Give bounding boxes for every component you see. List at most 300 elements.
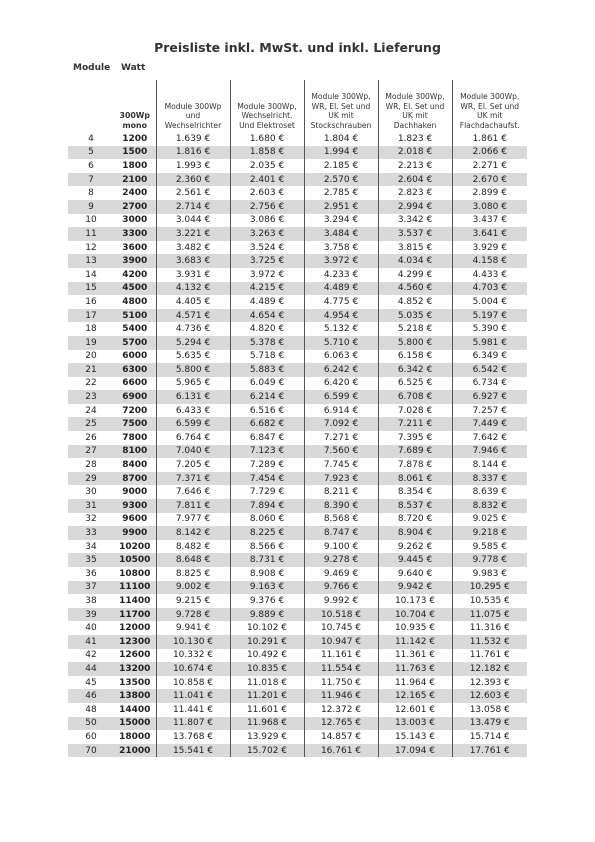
table-row (68, 594, 527, 608)
price-dachhaken-cell: 2.018 € (378, 146, 452, 160)
price-column-header-line: Module 300Wp, (311, 92, 371, 102)
price-wr-cell: 5.635 € (156, 350, 230, 364)
module-count-cell: 36 (85, 568, 97, 579)
price-stockschrauben-cell: 8.211 € (304, 485, 378, 499)
price-stockschrauben-cell: 6.242 € (304, 363, 378, 377)
watt-cell: 4500 (114, 282, 156, 296)
price-elektroset-cell: 7.894 € (230, 499, 304, 513)
price-elektroset-cell: 10.492 € (230, 649, 304, 663)
price-elektroset-cell: 6.847 € (230, 431, 304, 445)
price-elektroset-cell: 4.489 € (230, 295, 304, 309)
watt-cell: 7500 (114, 417, 156, 431)
price-column-header-line: Wechselricht. (241, 111, 293, 121)
watt-cell: 4200 (122, 269, 148, 280)
module-count-cell: 24 (85, 405, 97, 416)
price-stockschrauben-cell: 6.599 € (304, 390, 378, 404)
price-wr-cell: 3.482 € (156, 241, 230, 255)
price-flachdach-cell: 2.271 € (452, 159, 527, 173)
price-column-header (230, 80, 304, 132)
price-flachdach-cell: 11.316 € (452, 621, 527, 635)
table-row (68, 472, 527, 486)
module-count-cell: 4 (88, 133, 94, 144)
watt-cell: 11400 (119, 595, 151, 606)
module-count-cell: 9 (68, 200, 114, 214)
table-row (68, 146, 527, 160)
price-elektroset-cell: 7.289 € (230, 458, 304, 472)
price-flachdach-cell: 2.066 € (452, 146, 527, 160)
price-dachhaken-cell: 8.537 € (378, 499, 452, 513)
price-wr-cell: 5.800 € (156, 363, 230, 377)
watt-cell: 3900 (114, 254, 156, 268)
price-wr-cell: 1.816 € (156, 146, 230, 160)
price-wr-cell: 1.639 € (156, 132, 230, 146)
price-dachhaken-cell: 7.689 € (378, 445, 452, 459)
table-row (68, 132, 527, 146)
price-elektroset-cell: 10.291 € (230, 635, 304, 649)
table-row (68, 730, 527, 744)
price-wr-cell: 9.002 € (156, 581, 230, 595)
price-elektroset-cell: 13.929 € (230, 730, 304, 744)
module-count-cell: 27 (68, 445, 114, 459)
price-flachdach-cell: 9.778 € (452, 553, 527, 567)
watt-cell: 12600 (119, 650, 151, 661)
table-row (68, 282, 527, 296)
price-elektroset-cell: 5.718 € (230, 350, 304, 364)
watt-cell: 2100 (114, 173, 156, 187)
price-stockschrauben-cell: 14.857 € (304, 730, 378, 744)
price-flachdach-cell: 2.670 € (452, 173, 527, 187)
price-elektroset-cell: 7.729 € (230, 485, 304, 499)
price-wr-cell: 9.941 € (156, 621, 230, 635)
table-row (68, 689, 527, 703)
watt-subheader-line: 300Wp (119, 111, 150, 121)
module-count-cell: 18 (85, 324, 97, 335)
watt-subheader (114, 80, 156, 132)
price-wr-cell: 4.736 € (156, 322, 230, 336)
price-elektroset-cell: 2.603 € (230, 186, 304, 200)
watt-cell: 5700 (114, 336, 156, 350)
table-row (68, 214, 527, 228)
watt-cell: 7800 (122, 432, 148, 443)
table-row (68, 363, 527, 377)
price-column-header-line: Und Elektroset (239, 120, 295, 130)
price-dachhaken-cell: 12.165 € (378, 689, 452, 703)
price-dachhaken-cell: 10.173 € (378, 594, 452, 608)
price-column-header-line: Dachhaken (393, 120, 437, 130)
price-elektroset-cell: 9.889 € (230, 608, 304, 622)
price-stockschrauben-cell: 3.758 € (304, 241, 378, 255)
module-count-cell: 25 (68, 417, 114, 431)
table-row (68, 200, 527, 214)
price-flachdach-cell: 4.433 € (452, 268, 527, 282)
price-flachdach-cell: 3.080 € (452, 200, 527, 214)
watt-cell: 21000 (114, 744, 156, 758)
price-wr-cell: 4.132 € (156, 282, 230, 296)
price-dachhaken-cell: 4.560 € (378, 282, 452, 296)
module-count-cell: 48 (85, 704, 97, 715)
module-count-cell: 30 (85, 487, 97, 498)
price-flachdach-cell: 6.927 € (452, 390, 527, 404)
table-row (68, 377, 527, 391)
price-wr-cell: 8.142 € (156, 526, 230, 540)
price-stockschrauben-cell: 2.185 € (304, 159, 378, 173)
price-column-header-line: UK mit (477, 111, 503, 121)
price-wr-cell: 8.482 € (156, 540, 230, 554)
watt-subheader-line: mono (122, 120, 147, 130)
price-flachdach-cell: 12.182 € (452, 662, 527, 676)
watt-cell: 2400 (122, 188, 148, 199)
price-elektroset-cell: 9.376 € (230, 594, 304, 608)
watt-cell: 6600 (122, 378, 148, 389)
module-count-cell: 22 (85, 378, 97, 389)
price-stockschrauben-cell: 7.560 € (304, 445, 378, 459)
price-column-header-line: WR, El. Set und (460, 101, 520, 111)
price-wr-cell: 9.215 € (156, 594, 230, 608)
price-elektroset-cell: 3.086 € (230, 214, 304, 228)
table-row (68, 717, 527, 731)
module-count-cell: 35 (68, 553, 114, 567)
price-flachdach-cell: 13.479 € (452, 717, 527, 731)
price-stockschrauben-cell: 9.469 € (304, 567, 378, 581)
price-dachhaken-cell: 3.342 € (378, 214, 452, 228)
price-dachhaken-cell: 8.061 € (378, 472, 452, 486)
price-flachdach-cell: 7.257 € (452, 404, 527, 418)
price-elektroset-cell: 11.018 € (230, 676, 304, 690)
module-count-cell: 40 (85, 623, 97, 634)
price-dachhaken-cell: 15.143 € (378, 730, 452, 744)
table-row (68, 309, 527, 323)
price-flachdach-cell: 9.218 € (452, 526, 527, 540)
price-stockschrauben-cell: 16.761 € (304, 744, 378, 758)
table-row (68, 445, 527, 459)
price-wr-cell: 3.044 € (156, 214, 230, 228)
price-stockschrauben-cell: 5.132 € (304, 322, 378, 336)
price-column-header (304, 80, 378, 132)
price-flachdach-cell: 3.437 € (452, 214, 527, 228)
price-flachdach-cell: 3.641 € (452, 227, 527, 241)
price-dachhaken-cell: 9.942 € (378, 581, 452, 595)
price-flachdach-cell: 9.025 € (452, 513, 527, 527)
price-stockschrauben-cell: 12.765 € (304, 717, 378, 731)
price-wr-cell: 2.360 € (156, 173, 230, 187)
table-row (68, 241, 527, 255)
watt-cell: 13200 (114, 662, 156, 676)
price-wr-cell: 3.221 € (156, 227, 230, 241)
watt-cell: 10500 (114, 553, 156, 567)
price-wr-cell: 7.371 € (156, 472, 230, 486)
watt-cell: 6000 (122, 351, 148, 362)
price-flachdach-cell: 8.832 € (452, 499, 527, 513)
module-count-cell: 42 (85, 650, 97, 661)
price-wr-cell: 8.648 € (156, 553, 230, 567)
watt-cell: 9300 (114, 499, 156, 513)
price-stockschrauben-cell: 11.161 € (304, 649, 378, 663)
price-dachhaken-cell: 9.640 € (378, 567, 452, 581)
price-wr-cell: 10.332 € (156, 649, 230, 663)
watt-cell: 11100 (114, 581, 156, 595)
price-flachdach-cell: 8.337 € (452, 472, 527, 486)
watt-cell: 12000 (119, 623, 151, 634)
price-wr-cell: 3.931 € (156, 268, 230, 282)
price-stockschrauben-cell: 10.745 € (304, 621, 378, 635)
price-elektroset-cell: 4.654 € (230, 309, 304, 323)
table-row (68, 186, 527, 200)
price-stockschrauben-cell: 8.568 € (304, 513, 378, 527)
table-row (68, 350, 527, 364)
price-wr-cell: 4.571 € (156, 309, 230, 323)
price-elektroset-cell: 3.725 € (230, 254, 304, 268)
price-flachdach-cell: 12.603 € (452, 689, 527, 703)
price-column-header (452, 80, 527, 132)
watt-cell: 4800 (122, 296, 148, 307)
price-stockschrauben-cell: 7.923 € (304, 472, 378, 486)
table-row (68, 431, 527, 445)
price-dachhaken-cell: 12.601 € (378, 703, 452, 717)
price-wr-cell: 7.646 € (156, 485, 230, 499)
watt-cell: 3000 (122, 215, 148, 226)
price-dachhaken-cell: 3.815 € (378, 241, 452, 255)
price-elektroset-cell: 11.201 € (230, 689, 304, 703)
price-column-header-line: Wechselrichter (164, 120, 222, 130)
price-wr-cell: 10.674 € (156, 662, 230, 676)
price-dachhaken-cell: 2.823 € (378, 186, 452, 200)
module-count-cell: 70 (68, 744, 114, 758)
price-dachhaken-cell: 7.878 € (378, 458, 452, 472)
price-wr-cell: 7.977 € (156, 513, 230, 527)
module-count-cell: 46 (68, 689, 114, 703)
price-elektroset-cell: 5.883 € (230, 363, 304, 377)
price-dachhaken-cell: 13.003 € (378, 717, 452, 731)
price-wr-cell: 2.714 € (156, 200, 230, 214)
price-wr-cell: 3.683 € (156, 254, 230, 268)
price-stockschrauben-cell: 1.994 € (304, 146, 378, 160)
module-count-cell: 44 (68, 662, 114, 676)
price-stockschrauben-cell: 4.489 € (304, 282, 378, 296)
price-dachhaken-cell: 8.720 € (378, 513, 452, 527)
module-count-cell: 26 (85, 432, 97, 443)
price-stockschrauben-cell: 9.992 € (304, 594, 378, 608)
price-flachdach-cell: 8.639 € (452, 485, 527, 499)
price-dachhaken-cell: 11.763 € (378, 662, 452, 676)
price-elektroset-cell: 2.035 € (230, 159, 304, 173)
module-count-cell: 16 (85, 296, 97, 307)
price-column-header-line: UK mit (328, 111, 354, 121)
table-row (68, 254, 527, 268)
price-dachhaken-cell: 8.904 € (378, 526, 452, 540)
price-wr-cell: 7.040 € (156, 445, 230, 459)
watt-cell: 10200 (119, 541, 151, 552)
price-wr-cell: 13.768 € (156, 730, 230, 744)
price-flachdach-cell: 5.981 € (452, 336, 527, 350)
price-wr-cell: 9.728 € (156, 608, 230, 622)
module-count-cell: 23 (68, 390, 114, 404)
price-elektroset-cell: 9.163 € (230, 581, 304, 595)
watt-cell: 2700 (114, 200, 156, 214)
table-row (68, 526, 527, 540)
price-flachdach-cell: 9.585 € (452, 540, 527, 554)
module-count-cell: 6 (88, 160, 94, 171)
price-wr-cell: 6.433 € (156, 404, 230, 418)
price-dachhaken-cell: 11.361 € (378, 649, 452, 663)
module-count-cell: 21 (68, 363, 114, 377)
watt-cell: 14400 (119, 704, 151, 715)
price-dachhaken-cell: 7.028 € (378, 404, 452, 418)
price-elektroset-cell: 6.214 € (230, 390, 304, 404)
price-stockschrauben-cell: 9.278 € (304, 553, 378, 567)
price-stockschrauben-cell: 11.946 € (304, 689, 378, 703)
table-row (68, 635, 527, 649)
price-column-header (156, 80, 230, 132)
price-stockschrauben-cell: 6.420 € (304, 377, 378, 391)
module-count-cell: 12 (85, 242, 97, 253)
watt-cell: 9000 (122, 487, 148, 498)
table-row (68, 581, 527, 595)
watt-column-header: Watt (121, 63, 146, 73)
price-elektroset-cell: 10.835 € (230, 662, 304, 676)
price-dachhaken-cell: 11.964 € (378, 676, 452, 690)
price-column-header-line: und (185, 111, 201, 121)
price-table-body (68, 132, 527, 757)
price-stockschrauben-cell: 4.954 € (304, 309, 378, 323)
price-elektroset-cell: 3.263 € (230, 227, 304, 241)
price-elektroset-cell: 15.702 € (230, 744, 304, 758)
price-stockschrauben-cell: 4.775 € (304, 295, 378, 309)
watt-cell: 8100 (114, 445, 156, 459)
price-wr-cell: 11.441 € (156, 703, 230, 717)
price-dachhaken-cell: 6.342 € (378, 363, 452, 377)
module-count-cell: 39 (68, 608, 114, 622)
watt-cell: 15000 (114, 717, 156, 731)
price-elektroset-cell: 11.601 € (230, 703, 304, 717)
table-row (68, 227, 527, 241)
table-row (68, 390, 527, 404)
price-stockschrauben-cell: 8.390 € (304, 499, 378, 513)
price-elektroset-cell: 8.908 € (230, 567, 304, 581)
watt-cell: 5400 (122, 324, 148, 335)
price-stockschrauben-cell: 6.914 € (304, 404, 378, 418)
table-row (68, 336, 527, 350)
price-flachdach-cell: 10.295 € (452, 581, 527, 595)
table-row (68, 662, 527, 676)
price-stockschrauben-cell: 4.233 € (304, 268, 378, 282)
price-flachdach-cell: 7.946 € (452, 445, 527, 459)
price-column-header-line: WR, El. Set und (311, 101, 371, 111)
price-dachhaken-cell: 7.211 € (378, 417, 452, 431)
price-elektroset-cell: 2.401 € (230, 173, 304, 187)
watt-cell: 6300 (114, 363, 156, 377)
price-dachhaken-cell: 17.094 € (378, 744, 452, 758)
price-column-header-line: WR, El. Set und (385, 101, 445, 111)
table-row (68, 513, 527, 527)
price-wr-cell: 7.205 € (156, 458, 230, 472)
price-dachhaken-cell: 10.704 € (378, 608, 452, 622)
price-dachhaken-cell: 8.354 € (378, 485, 452, 499)
price-elektroset-cell: 6.516 € (230, 404, 304, 418)
module-count-cell: 10 (85, 215, 97, 226)
module-count-cell: 20 (85, 351, 97, 362)
price-flachdach-cell: 7.642 € (452, 431, 527, 445)
price-dachhaken-cell: 4.299 € (378, 268, 452, 282)
price-flachdach-cell: 5.197 € (452, 309, 527, 323)
table-row (68, 567, 527, 581)
price-dachhaken-cell: 10.935 € (378, 621, 452, 635)
watt-cell: 8400 (122, 460, 148, 471)
price-dachhaken-cell: 11.142 € (378, 635, 452, 649)
price-stockschrauben-cell: 8.747 € (304, 526, 378, 540)
table-row (68, 417, 527, 431)
price-dachhaken-cell: 6.708 € (378, 390, 452, 404)
module-count-cell: 41 (68, 635, 114, 649)
price-dachhaken-cell: 5.035 € (378, 309, 452, 323)
module-count-cell: 32 (85, 514, 97, 525)
price-stockschrauben-cell: 1.804 € (304, 132, 378, 146)
price-flachdach-cell: 5.004 € (452, 295, 527, 309)
price-dachhaken-cell: 6.158 € (378, 350, 452, 364)
watt-cell: 7200 (122, 405, 148, 416)
watt-cell: 13800 (114, 689, 156, 703)
table-row (68, 295, 527, 309)
price-elektroset-cell: 3.524 € (230, 241, 304, 255)
watt-cell: 9900 (114, 526, 156, 540)
table-row (68, 621, 527, 635)
watt-cell: 13500 (119, 677, 151, 688)
price-dachhaken-cell: 9.262 € (378, 540, 452, 554)
price-elektroset-cell: 8.566 € (230, 540, 304, 554)
module-count-cell: 19 (68, 336, 114, 350)
price-elektroset-cell: 5.378 € (230, 336, 304, 350)
price-stockschrauben-cell: 10.518 € (304, 608, 378, 622)
module-count-cell: 28 (85, 460, 97, 471)
watt-cell: 3300 (114, 227, 156, 241)
price-elektroset-cell: 6.682 € (230, 417, 304, 431)
module-count-cell: 13 (68, 254, 114, 268)
table-row (68, 173, 527, 187)
price-wr-cell: 6.764 € (156, 431, 230, 445)
price-stockschrauben-cell: 5.710 € (304, 336, 378, 350)
module-count-cell: 14 (85, 269, 97, 280)
price-stockschrauben-cell: 3.294 € (304, 214, 378, 228)
price-flachdach-cell: 11.075 € (452, 608, 527, 622)
table-row (68, 703, 527, 717)
price-dachhaken-cell: 2.994 € (378, 200, 452, 214)
table-row (68, 553, 527, 567)
price-stockschrauben-cell: 7.745 € (304, 458, 378, 472)
watt-cell: 5100 (114, 309, 156, 323)
price-flachdach-cell: 11.532 € (452, 635, 527, 649)
module-count-cell: 8 (88, 188, 94, 199)
price-wr-cell: 4.405 € (156, 295, 230, 309)
price-flachdach-cell: 4.158 € (452, 254, 527, 268)
module-count-cell: 34 (85, 541, 97, 552)
watt-cell: 10800 (119, 568, 151, 579)
price-column-header-line: Module 300Wp, (460, 92, 520, 102)
module-count-cell: 31 (68, 499, 114, 513)
price-wr-cell: 10.130 € (156, 635, 230, 649)
table-row (68, 404, 527, 418)
price-flachdach-cell: 7.449 € (452, 417, 527, 431)
price-elektroset-cell: 1.858 € (230, 146, 304, 160)
table-row (68, 159, 527, 173)
price-dachhaken-cell: 5.800 € (378, 336, 452, 350)
price-table-header (68, 80, 527, 132)
price-dachhaken-cell: 2.213 € (378, 159, 452, 173)
table-row (68, 744, 527, 758)
module-count-cell: 29 (68, 472, 114, 486)
watt-cell: 18000 (119, 731, 151, 742)
price-wr-cell: 6.599 € (156, 417, 230, 431)
price-wr-cell: 6.131 € (156, 390, 230, 404)
price-stockschrauben-cell: 2.951 € (304, 200, 378, 214)
